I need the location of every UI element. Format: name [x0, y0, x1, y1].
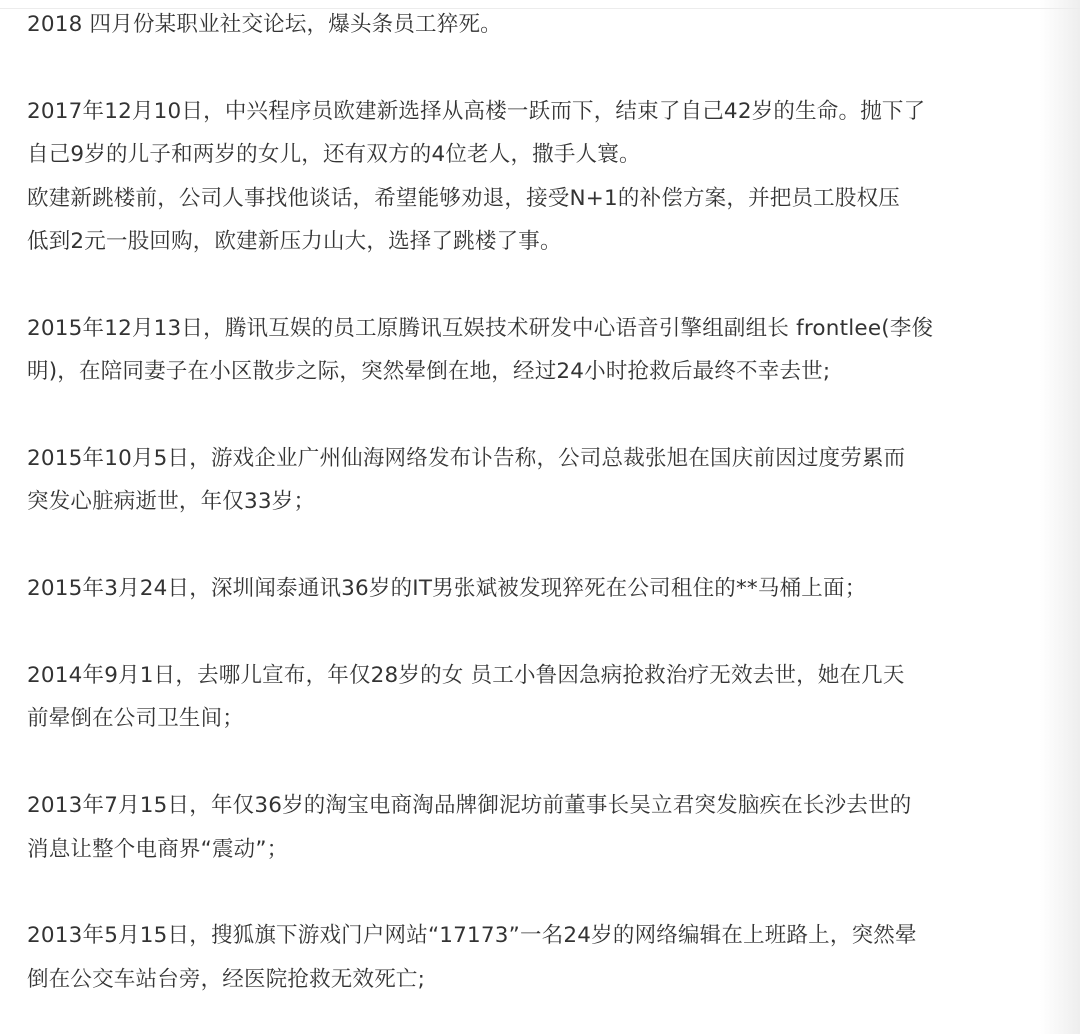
paragraph-gap: [27, 263, 1027, 306]
entry-line: 低到2元一股回购，欧建新压力山大，选择了跳楼了事。: [27, 229, 562, 255]
entry-line: 2013年7月15日，年仅36岁的淘宝电商淘品牌御泥坊前董事长吴立君突发脑疾在长沙去世的: [27, 793, 912, 819]
entry-line: 消息让整个电商界“震动”；: [27, 836, 289, 862]
entry-line: 前晕倒在公司卫生间；: [27, 706, 245, 732]
entry-line: 2017年12月10日，中兴程序员欧建新选择从高楼一跃而下，结束了自己42岁的生命。抛下了: [27, 98, 926, 124]
entry-yunifang: [27, 784, 1027, 871]
entry-line: 2014年9月1日，去哪儿宣布，年仅28岁的女 员工小鲁因急病抢救治疗无效去世，她在几天: [27, 663, 905, 689]
paragraph-gap: [27, 741, 1027, 784]
entry-line: 2013年5月15日，搜狐旗下游戏门户网站“17173”一名24岁的网络编辑在上班路上，突然晕: [27, 923, 917, 949]
entry-wingtech: [27, 567, 1027, 610]
entry-qunar: [27, 654, 1027, 741]
intro-paragraph: 2018 四月份某职业社交论坛，爆头条员工猝死。: [27, 12, 502, 37]
paragraph-gap: [27, 871, 1027, 914]
entry-line: 2015年3月24日，深圳闻泰通讯36岁的IT男张斌被发现猝死在公司租住的**马桶上面；: [27, 576, 867, 602]
article-body: [27, 3, 1027, 1001]
entry-zte: [27, 90, 1027, 264]
entry-17173: [27, 914, 1027, 1001]
entry-line: 2015年10月5日，游戏企业广州仙海网络发布讣告称，公司总裁张旭在国庆前因过度劳累而: [27, 446, 906, 472]
entry-line: 明)，在陪同妻子在小区散步之际，突然晕倒在地，经过24小时抢救后最终不幸去世;: [27, 359, 831, 385]
paragraph-gap: [27, 611, 1027, 654]
paragraph-gap: [27, 46, 1027, 89]
entry-tencent: [27, 307, 1027, 394]
entry-line: 自己9岁的儿子和两岁的女儿，还有双方的4位老人，撒手人寰。: [27, 142, 641, 168]
entry-xianhai: [27, 437, 1027, 524]
entry-line: 突发心脏病逝世，年仅33岁；: [27, 489, 316, 515]
paragraph-gap: [27, 394, 1027, 437]
edge-shadow: [1040, 0, 1080, 1034]
entry-line: 2015年12月13日，腾讯互娱的员工原腾讯互娱技术研发中心语音引擎组副组长 frontlee(李俊: [27, 315, 934, 341]
entry-line: 欧建新跳楼前，公司人事找他谈话，希望能够劝退，接受N+1的补偿方案，并把员工股权压: [27, 185, 900, 211]
entry-line: 倒在公交车站台旁，经医院抢救无效死亡;: [27, 966, 426, 992]
paragraph-gap: [27, 524, 1027, 567]
